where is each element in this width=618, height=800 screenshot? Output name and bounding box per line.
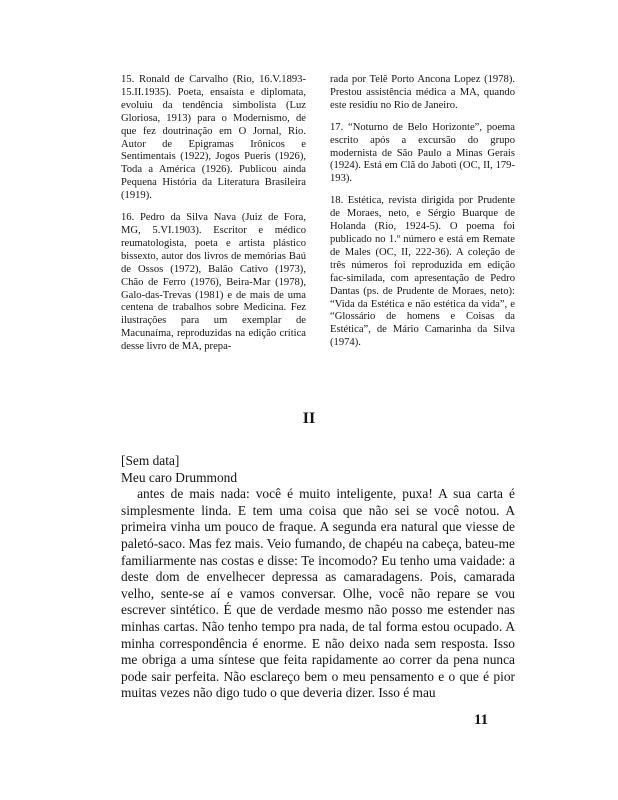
- footnote-15-text: 15. Ronald de Carvalho (Rio, 16.V.1893-15.II.1935). Poeta, ensaísta e diplomata, evoluiu da tendência simbolista (Luz Gloriosa, 1913) para o Modernismo, de que fez doutrinação em O Jornal, Rio. Autor de Epigramas Irônicos e Sentimentais (1922), Jogos Pueris (1926), Toda a América (1926). Publicou ainda Pequena História da Literatura Brasileira (1919).: [121, 74, 306, 202]
- footnote-16-continued-text: rada por Telê Porto Ancona Lopez (1978). Prestou assistência médica a MA, quando este residiu no Rio de Janeiro.: [330, 74, 515, 111]
- footnotes: [121, 74, 515, 363]
- letter: [121, 453, 515, 702]
- footnotes-left-column: [121, 74, 306, 363]
- footnote-17: [330, 122, 515, 187]
- letter-dateline: [Sem data]: [121, 453, 180, 468]
- letter-body: antes de mais nada: você é muito inteligente, puxa! A sua carta é simplesmente linda. E tem uma coisa que não sei se você notou. A primeira vinha um pouco de fraque. A segunda era natural que viesse de paletó-saco. Mas fez mais. Veio fumando, de chapéu na cabeça, bateu-me familiarmente nas costas e disse: Te incomodo? Eu tenho uma vaidade: a deste dom de envelhecer depressa as camaradagens. Pois, camarada velho, sente-se aí e vamos conversar. Olhe, você não repare se vou escrever sintético. É que de verdade mesmo não posso me estender nas minhas cartas. Não tenho tempo pra nada, de tal forma estou ocupado. A minha correspondência é enorme. E não deixo nada sem resposta. Isso me obriga a uma síntese que feita rapidamente ao correr da pena nunca pode sair perfeita. Não esclareço bem o meu pensamento e o que é pior muitas vezes não digo tudo o que deveria dizer. Isso é mau: [121, 486, 515, 701]
- footnote-16: [121, 212, 306, 354]
- footnote-18-text: 18. Estética, revista dirigida por Prudente de Moraes, neto, e Sérgio Buarque de Holanda (Rio, 1924-5). O poema foi publicado no 1.º número e está em Remate de Males (OC, II, 222-36). A coleção de três números foi reproduzida em edição fac-similada, com apresentação de Pedro Dantas (ps. de Prudente de Moraes, neto): “Vida da Estética e não estética da vida”, e “Glossário de homens e Coisas da Estética”, de Mário Camarinha da Silva (1974).: [330, 195, 515, 349]
- footnotes-right-column: [330, 74, 515, 363]
- footnote-16-continued: [330, 74, 515, 113]
- footnote-16-text: 16. Pedro da Silva Nava (Juiz de Fora, MG, 5.VI.1903). Escritor e médico reumatologista, poeta e artista plástico bissexto, autor dos livros de memórias Baú de Ossos (1972), Balão Cativo (1973), Chão de Ferro (1976), Beira-Mar (1978), Galo-das-Trevas (1981) e de mais de uma centena de trabalhos sobre Medicina. Fez ilustrações para um exemplar de Macunaíma, reproduzidas na edição crítica desse livro de MA, prepa-: [121, 212, 306, 353]
- section-heading: II: [302, 410, 316, 427]
- page-number: 11: [474, 712, 489, 728]
- letter-salutation: Meu caro Drummond: [121, 469, 238, 485]
- footnote-18: [330, 195, 515, 350]
- footnote-17-text: 17. “Noturno de Belo Horizonte”, poema escrito após a excursão do grupo modernista de São Paulo a Minas Gerais (1924). Está em Clã do Jaboti (OC, II, 179-193).: [330, 121, 515, 185]
- footnote-15: [121, 74, 306, 203]
